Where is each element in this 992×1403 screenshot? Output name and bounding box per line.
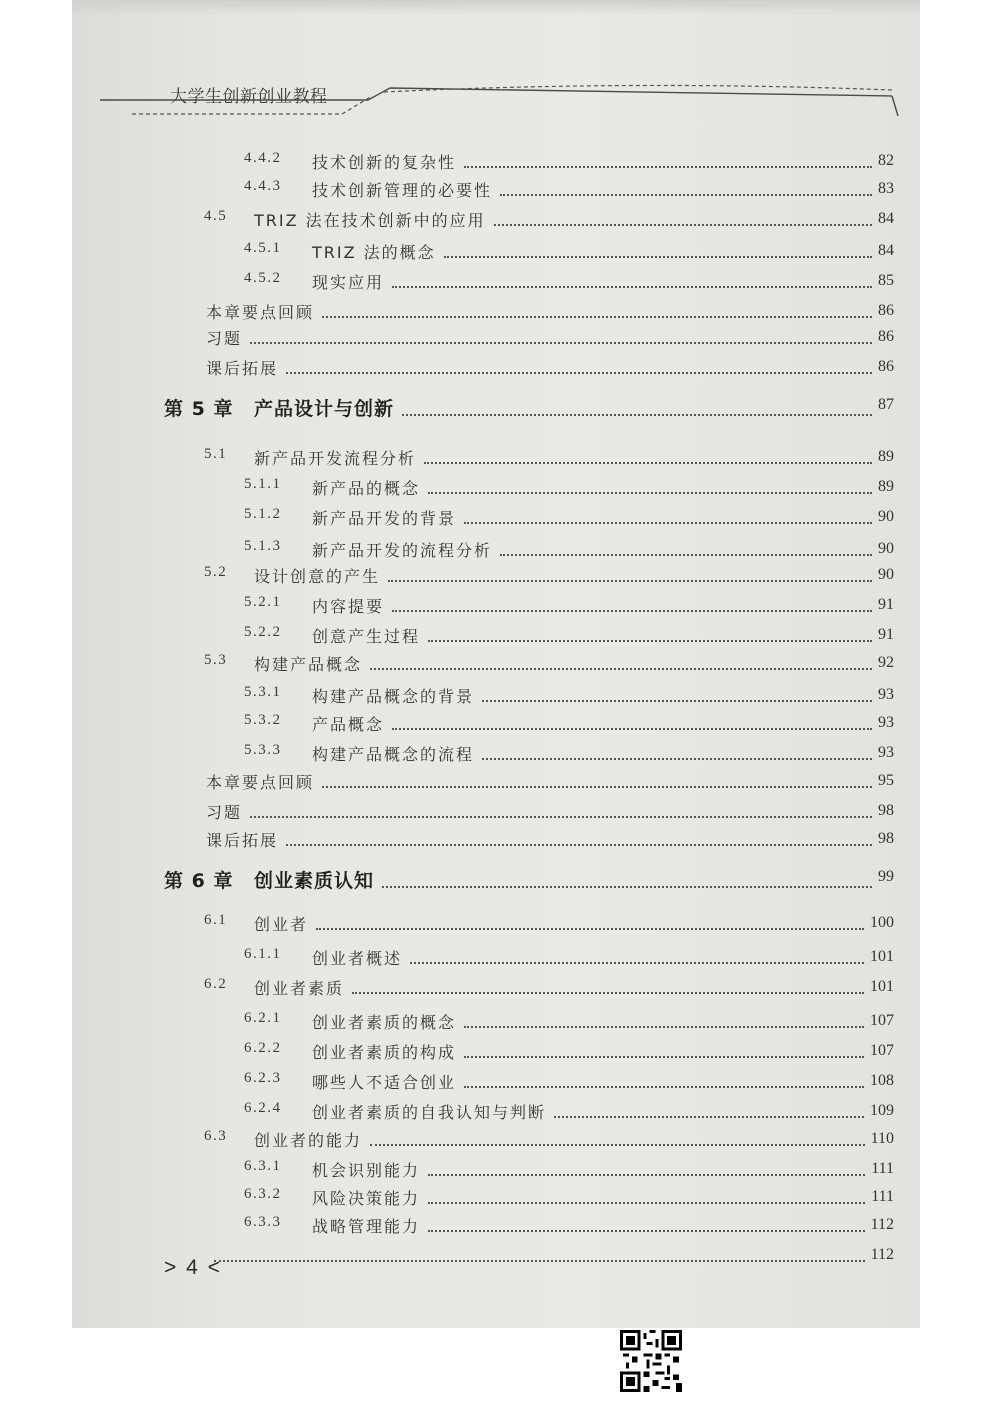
toc-page-number: 100 xyxy=(870,914,894,931)
toc-page-number: 90 xyxy=(878,540,894,557)
toc-page-number: 109 xyxy=(870,1102,894,1119)
toc-page-number: 86 xyxy=(878,302,894,319)
toc-section-number: 6.2.1 xyxy=(244,1010,282,1026)
toc-section-number: 4.5.1 xyxy=(244,240,282,256)
toc-leader-dots xyxy=(494,210,872,226)
toc-row xyxy=(72,1100,920,1130)
toc-page-number: 95 xyxy=(878,772,894,789)
toc-section-number: 6.3.1 xyxy=(244,1158,282,1174)
toc-row xyxy=(72,770,920,800)
toc-leader-dots xyxy=(464,1042,864,1058)
toc-section-number: 5.1 xyxy=(204,446,228,462)
toc-section-number: 5.3.3 xyxy=(244,742,282,758)
toc-row xyxy=(72,270,920,300)
toc-page-number: 107 xyxy=(870,1012,894,1029)
toc-leader-dots xyxy=(500,180,872,196)
toc-section-number: 4.4.3 xyxy=(244,178,282,194)
toc-page-number: 90 xyxy=(878,566,894,583)
toc-row xyxy=(72,1158,920,1188)
toc-section-number: 6.3 xyxy=(204,1128,228,1144)
toc-page-number: 84 xyxy=(878,242,894,259)
toc-entry-title: 风险决策能力 xyxy=(312,1189,421,1208)
toc-section-number: 第 6 章 xyxy=(164,870,234,892)
toc-entry-title: TRIZ 法在技术创新中的应用 xyxy=(254,211,486,230)
toc-row xyxy=(72,684,920,714)
toc-page-number: 84 xyxy=(878,210,894,227)
toc-page-number: 92 xyxy=(878,654,894,671)
toc-leader-dots xyxy=(464,508,872,524)
toc-page-number: 93 xyxy=(878,714,894,731)
toc-row xyxy=(72,712,920,742)
toc-section-number: 5.3 xyxy=(204,652,228,668)
toc-page-number: 91 xyxy=(878,596,894,613)
toc-leader-dots xyxy=(444,242,872,258)
toc-section-number: 5.3.1 xyxy=(244,684,282,700)
toc-section-number: 5.2.2 xyxy=(244,624,282,640)
toc-page-number: 85 xyxy=(878,272,894,289)
toc-leader-dots xyxy=(428,1188,865,1204)
toc-row xyxy=(72,446,920,476)
toc-entry-title: 产品概念 xyxy=(312,715,385,734)
toc-entry-title: 战略管理能力 xyxy=(312,1217,421,1236)
toc-page-number: 99 xyxy=(878,868,894,885)
toc-row xyxy=(72,828,920,858)
toc-entry-title: 新产品开发流程分析 xyxy=(254,449,417,468)
toc-row xyxy=(72,1040,920,1070)
toc-page-number: 93 xyxy=(878,686,894,703)
toc-section-number: 5.3.2 xyxy=(244,712,282,728)
toc-entry-title: 构建产品概念的流程 xyxy=(312,745,475,764)
toc-page-number: 91 xyxy=(878,626,894,643)
toc-row xyxy=(72,1010,920,1040)
toc-entry-title: 技术创新管理的必要性 xyxy=(312,181,493,200)
toc-leader-dots xyxy=(428,1216,865,1232)
toc-leader-dots xyxy=(250,802,872,818)
toc-section-number: 6.3.3 xyxy=(244,1214,282,1230)
toc-section-number: 5.1.1 xyxy=(244,476,282,492)
toc-leader-dots xyxy=(214,1246,865,1262)
toc-section-number: 4.5 xyxy=(204,208,228,224)
toc-leader-dots xyxy=(322,302,872,318)
toc-entry-title: 设计创意的产生 xyxy=(254,567,381,586)
toc-row xyxy=(72,476,920,506)
toc-section-number: 6.2 xyxy=(204,976,228,992)
toc-entry-title: 技术创新的复杂性 xyxy=(312,153,457,172)
toc-row xyxy=(72,240,920,270)
header-rule xyxy=(72,0,920,130)
toc-page-number: 112 xyxy=(870,1216,894,1233)
toc-leader-dots xyxy=(410,948,864,964)
toc-row xyxy=(72,178,920,208)
toc-leader-dots xyxy=(370,654,872,670)
toc-row xyxy=(72,652,920,682)
toc-entry-title: 创业者素质 xyxy=(254,979,345,998)
toc-leader-dots xyxy=(464,1072,864,1088)
toc-section-number: 第 5 章 xyxy=(164,398,234,420)
toc-section-number: 6.3.2 xyxy=(244,1186,282,1202)
toc-leader-dots xyxy=(352,978,864,994)
toc-entry-title: 课后拓展 xyxy=(206,831,279,850)
toc-entry-title: 创业者 xyxy=(254,915,309,934)
toc-entry-title: 构建产品概念的背景 xyxy=(312,687,475,706)
toc-row xyxy=(72,356,920,386)
toc-entry-title: 新产品开发的背景 xyxy=(312,509,457,528)
toc-section-number: 6.2.2 xyxy=(244,1040,282,1056)
toc-section-number: 5.2.1 xyxy=(244,594,282,610)
toc-section-number: 6.1 xyxy=(204,912,228,928)
toc-row xyxy=(72,946,920,976)
toc-entry-title: 现实应用 xyxy=(312,273,385,292)
toc-page-number: 86 xyxy=(878,358,894,375)
toc-leader-dots xyxy=(322,772,872,788)
toc-row xyxy=(72,326,920,356)
toc-leader-dots xyxy=(464,1012,864,1028)
book-title: 大学生创新创业教程 xyxy=(170,87,328,107)
toc-entry-title: 创业者概述 xyxy=(312,949,403,968)
toc-page-number: 112 xyxy=(870,1246,894,1263)
toc-page-number: 101 xyxy=(870,978,894,995)
toc-leader-dots xyxy=(392,714,872,730)
toc-entry-title: 构建产品概念 xyxy=(254,655,363,674)
toc-row xyxy=(72,800,920,830)
toc-row xyxy=(72,742,920,772)
toc-row xyxy=(72,912,920,942)
toc-row xyxy=(72,1070,920,1100)
toc-leader-dots xyxy=(286,358,872,374)
toc-section-number: 6.1.1 xyxy=(244,946,282,962)
toc-entry-title: 创业者素质的构成 xyxy=(312,1043,457,1062)
toc-row xyxy=(72,150,920,180)
toc-row xyxy=(72,208,920,238)
toc-page-number: 111 xyxy=(871,1188,894,1205)
toc-row xyxy=(72,624,920,654)
toc-leader-dots xyxy=(428,626,872,642)
toc-leader-dots xyxy=(500,540,872,556)
toc-leader-dots xyxy=(464,152,872,168)
toc-section-number: 4.5.2 xyxy=(244,270,282,286)
toc-chapter-row xyxy=(72,394,920,424)
toc-entry-title: 新产品开发的流程分析 xyxy=(312,541,493,560)
toc-page-number: 89 xyxy=(878,478,894,495)
toc-leader-dots xyxy=(392,596,872,612)
toc-section-number: 4.4.2 xyxy=(244,150,282,166)
toc-row xyxy=(72,594,920,624)
toc-entry-title: 习题 xyxy=(206,329,243,348)
toc-entry-title: TRIZ 法的概念 xyxy=(312,243,436,262)
toc-chapter-row xyxy=(72,866,920,896)
toc-row xyxy=(72,506,920,536)
toc-page-number: 111 xyxy=(871,1160,894,1177)
toc-entry-title: 创业者的能力 xyxy=(254,1131,363,1150)
toc-entry-title: 习题 xyxy=(206,803,243,822)
toc-page-number: 110 xyxy=(870,1130,894,1147)
toc-leader-dots xyxy=(482,744,872,760)
toc-section-number: 5.2 xyxy=(204,564,228,580)
toc-entry-title: 新产品的概念 xyxy=(312,479,421,498)
toc-leader-dots xyxy=(482,686,872,702)
toc-leader-dots xyxy=(316,914,864,930)
toc-entry-title: 机会识别能力 xyxy=(312,1161,421,1180)
toc-entry-title: 创业素质认知 xyxy=(254,870,375,892)
toc-leader-dots xyxy=(402,400,872,416)
toc-entry-title: 内容提要 xyxy=(312,597,385,616)
toc-entry-title: 哪些人不适合创业 xyxy=(312,1073,457,1092)
toc-leader-dots xyxy=(392,272,872,288)
toc-row xyxy=(72,564,920,594)
toc-page-number: 89 xyxy=(878,448,894,465)
toc-leader-dots xyxy=(424,448,872,464)
toc-section-number: 6.2.4 xyxy=(244,1100,282,1116)
toc-page-number: 86 xyxy=(878,328,894,345)
toc-row xyxy=(72,976,920,1006)
toc-leader-dots xyxy=(370,1130,865,1146)
page-photo xyxy=(72,0,920,1328)
toc-section-number: 5.1.2 xyxy=(244,506,282,522)
toc-page-number: 90 xyxy=(878,508,894,525)
toc-entry-title: 课后拓展 xyxy=(206,359,279,378)
qr-code xyxy=(620,1330,682,1392)
toc-section-number: 5.1.3 xyxy=(244,538,282,554)
toc-leader-dots xyxy=(250,328,872,344)
toc-leader-dots xyxy=(554,1102,864,1118)
toc-entry-title: 创意产生过程 xyxy=(312,627,421,646)
toc-page-number: 83 xyxy=(878,180,894,197)
toc-leader-dots xyxy=(388,566,872,582)
toc-row xyxy=(72,1214,920,1244)
toc-leader-dots xyxy=(428,1160,865,1176)
toc-page-number: 98 xyxy=(878,830,894,847)
toc-entry-title: 本章要点回顾 xyxy=(206,303,315,322)
toc-row xyxy=(72,1128,920,1158)
toc-entry-title: 创业者素质的概念 xyxy=(312,1013,457,1032)
toc-leader-dots xyxy=(286,830,872,846)
toc-entry-title: 创业者素质的自我认知与判断 xyxy=(312,1103,547,1122)
toc-row xyxy=(72,1186,920,1216)
toc-entry-title: 本章要点回顾 xyxy=(206,773,315,792)
toc-page-number: 98 xyxy=(878,802,894,819)
toc-page-number: 108 xyxy=(870,1072,894,1089)
page-number: > 4 < xyxy=(164,1256,222,1279)
toc-page-number: 87 xyxy=(878,396,894,413)
toc-page-number: 82 xyxy=(878,152,894,169)
toc-entry-title: 产品设计与创新 xyxy=(254,398,395,420)
toc-page-number: 93 xyxy=(878,744,894,761)
toc-page-number: 101 xyxy=(870,948,894,965)
toc-section-number: 6.2.3 xyxy=(244,1070,282,1086)
toc-leader-dots xyxy=(382,872,872,888)
toc-leader-dots xyxy=(428,478,872,494)
toc-page-number: 107 xyxy=(870,1042,894,1059)
